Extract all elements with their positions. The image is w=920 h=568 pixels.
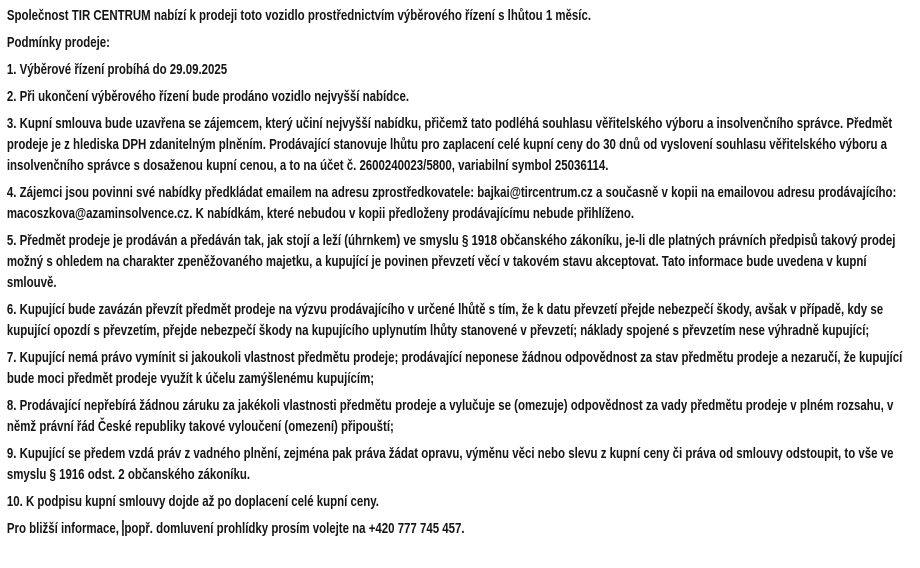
intro-line[interactable]: Společnost TIR CENTRUM nabízí k prodeji toto vozidlo prostřednictvím výběrového řízení s lhůtou 1 měsíc. [6, 7, 592, 24]
condition-item-4[interactable]: 4. Zájemci jsou povinni své nabídky předkládat emailem na adresu zprostředkovatele: bajkai@tircentrum.cz a současně v kopii na emailovou adresu prodávajícího: macoszkova@azaminsolvence.cz. K nabídkám, které nebudou v kopii předloženy prodávajícímu nebude přihlíženo. [6, 184, 897, 222]
condition-item-8[interactable]: 8. Prodávající nepřebírá žádnou záruku za jakékoli vlastnosti předmětu prodeje a vylučuje se (omezuje) odpovědnost za vady předmětu prodeje v plném rozsahu, v němž právní řád České republiky takové vyloučení (omezení) připouští; [6, 397, 894, 435]
condition-item-3[interactable]: 3. Kupní smlouva bude uzavřena se zájemcem, který učiní nejvyšší nabídku, přičemž tato podléhá souhlasu věřitelského výboru a insolvenčního správce. Předmět prodeje je z hlediska DPH zdanitelným plněním. Prodávající stanovuje lhůtu pro zaplacení celé kupní ceny do 30 dnů od vyslovení souhlasu věřitelského výboru a insolvenčního správce s dosaženou kupní cenou, a to na účet č. 2600240023/5800, variabilní symbol 25036114. [6, 115, 893, 174]
contact-line[interactable] [7, 518, 916, 539]
condition-item-9[interactable]: 9. Kupující se předem vzdá práv z vadného plnění, zejména pak práva žádat opravu, výměnu věci nebo slevu z kupní ceny či práva od smlouvy odstoupit, to vše ve smyslu § 1916 odst. 2 občanského zákoníku. [6, 445, 894, 483]
condition-item-2[interactable]: 2. Při ukončení výběrového řízení bude prodáno vozidlo nejvyšší nabídce. [6, 88, 410, 105]
contact-line-before-cursor: Pro bližší informace, [6, 520, 123, 537]
condition-item-7[interactable]: 7. Kupující nemá právo vymínit si jakoukoli vlastnost předmětu prodeje; prodávající neponese žádnou odpovědnost za stav předmětu prodeje a nezaručí, že kupující bude moci předmět prodeje využít k účelu zamýšlenému kupujícím; [6, 349, 903, 387]
conditions-heading[interactable]: Podmínky prodeje: [6, 34, 110, 51]
contact-line-after-cursor: popř. domluvení prohlídky prosím volejte na +420 777 745 457. [124, 520, 465, 537]
condition-item-1[interactable]: 1. Výběrové řízení probíhá do 29.09.2025 [6, 61, 228, 78]
condition-item-5[interactable]: 5. Předmět prodeje je prodáván a předáván tak, jak stojí a leží (úhrnkem) ve smyslu § 1918 občanského zákoníku, je-li dle platných právních předpisů takový prodej možný s ohledem na charakter zpeněžovaného majetku, a kupující je povinen převzetí věcí v takovém stavu akceptovat. Tato informace bude uvedena v kupní smlouvě. [6, 232, 896, 291]
condition-item-6[interactable]: 6. Kupující bude zavázán převzít předmět prodeje na výzvu prodávajícího v určené lhůtě s tím, že k datu převzetí přejde nebezpečí škody, avšak v případě, kdy se kupující opozdí s převzetím, přejde nebezpečí škody na kupujícího uplynutím lhůty stanovené v převzetí; náklady spojené s převzetím nese výhradně kupující; [6, 301, 884, 339]
condition-item-10[interactable]: 10. K podpisu kupní smlouvy dojde až po doplacení celé kupní ceny. [6, 493, 379, 510]
